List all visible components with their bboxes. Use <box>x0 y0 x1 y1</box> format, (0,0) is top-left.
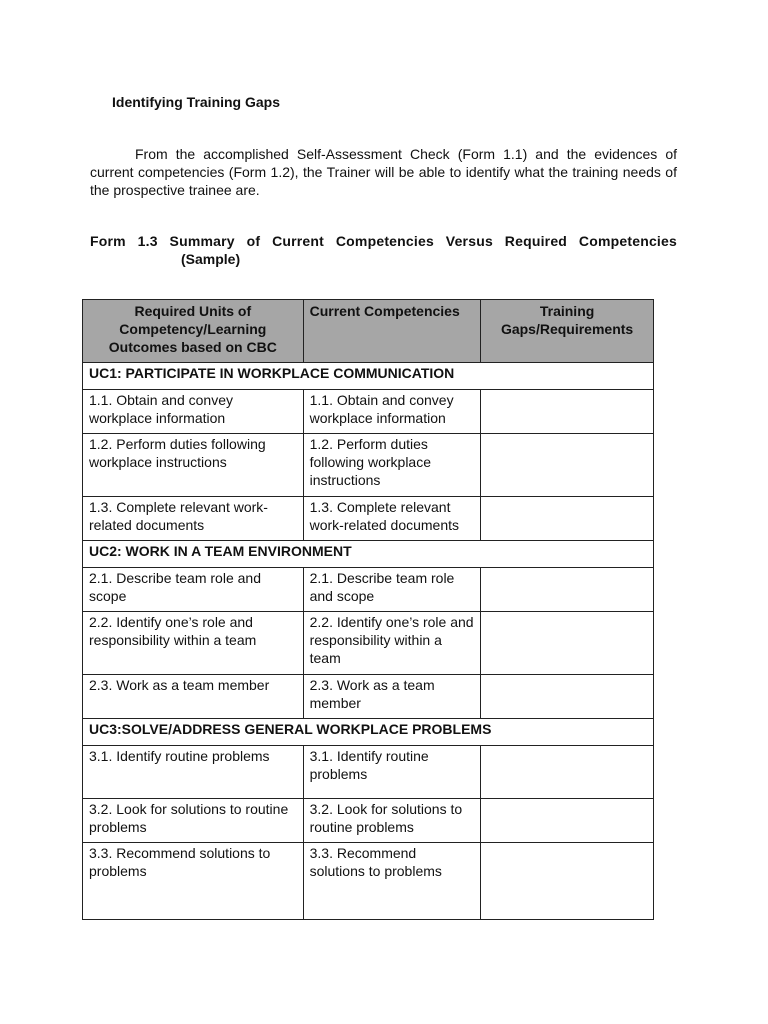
table-row <box>83 799 654 843</box>
gap-cell <box>481 799 654 843</box>
table-row <box>83 675 654 719</box>
gap-cell <box>481 434 654 497</box>
current-cell: 2.3. Work as a team member <box>303 675 481 719</box>
required-cell: 3.1. Identify routine problems <box>83 746 304 799</box>
gap-cell <box>481 390 654 434</box>
table-row <box>83 612 654 675</box>
header-current-competencies: Current Competencies <box>303 300 481 363</box>
current-cell: 1.3. Complete relevant work-related documents <box>303 497 481 541</box>
current-cell: 2.2. Identify one’s role and responsibility within a team <box>303 612 481 675</box>
required-cell: 2.2. Identify one’s role and responsibility within a team <box>83 612 304 675</box>
required-cell: 1.2. Perform duties following workplace instructions <box>83 434 304 497</box>
header-required-units: Required Units of Competency/Learning Outcomes based on CBC <box>83 300 304 363</box>
current-cell: 3.3. Recommend solutions to problems <box>303 843 481 920</box>
current-cell: 3.1. Identify routine problems <box>303 746 481 799</box>
intro-paragraph: From the accomplished Self-Assessment Check (Form 1.1) and the evidences of current competencies (Form 1.2), the Trainer will be able to identify what the training needs of the prospective trainee are. <box>90 146 677 198</box>
unit-title: UC3:SOLVE/ADDRESS GENERAL WORKPLACE PROBLEMS <box>83 719 654 746</box>
current-cell: 1.2. Perform duties following workplace instructions <box>303 434 481 497</box>
table-row <box>83 746 654 799</box>
required-cell: 1.3. Complete relevant work-related documents <box>83 497 304 541</box>
gap-cell <box>481 497 654 541</box>
required-cell: 2.1. Describe team role and scope <box>83 568 304 612</box>
unit-row-uc1 <box>83 363 654 390</box>
section-heading: Identifying Training Gaps <box>112 94 281 110</box>
required-cell: 2.3. Work as a team member <box>83 675 304 719</box>
unit-title: UC2: WORK IN A TEAM ENVIRONMENT <box>83 541 654 568</box>
gap-cell <box>481 843 654 920</box>
competency-table <box>82 299 654 920</box>
unit-row-uc3 <box>83 719 654 746</box>
table-row <box>83 434 654 497</box>
current-cell: 2.1. Describe team role and scope <box>303 568 481 612</box>
current-cell: 1.1. Obtain and convey workplace information <box>303 390 481 434</box>
table-row <box>83 568 654 612</box>
unit-title: UC1: PARTICIPATE IN WORKPLACE COMMUNICATION <box>83 363 654 390</box>
gap-cell <box>481 612 654 675</box>
gap-cell <box>481 746 654 799</box>
unit-row-uc2 <box>83 541 654 568</box>
table-header-row <box>83 300 654 363</box>
gap-cell <box>481 568 654 612</box>
required-cell: 1.1. Obtain and convey workplace information <box>83 390 304 434</box>
header-training-gaps: Training Gaps/Requirements <box>481 300 654 363</box>
form-title: Form 1.3 Summary of Current Competencies Versus Required Competencies <box>90 233 677 249</box>
required-cell: 3.3. Recommend solutions to problems <box>83 843 304 920</box>
gap-cell <box>481 675 654 719</box>
current-cell: 3.2. Look for solutions to routine problems <box>303 799 481 843</box>
table-row <box>83 497 654 541</box>
table-row <box>83 843 654 920</box>
form-subtitle: (Sample) <box>181 251 241 267</box>
table-row <box>83 390 654 434</box>
required-cell: 3.2. Look for solutions to routine problems <box>83 799 304 843</box>
